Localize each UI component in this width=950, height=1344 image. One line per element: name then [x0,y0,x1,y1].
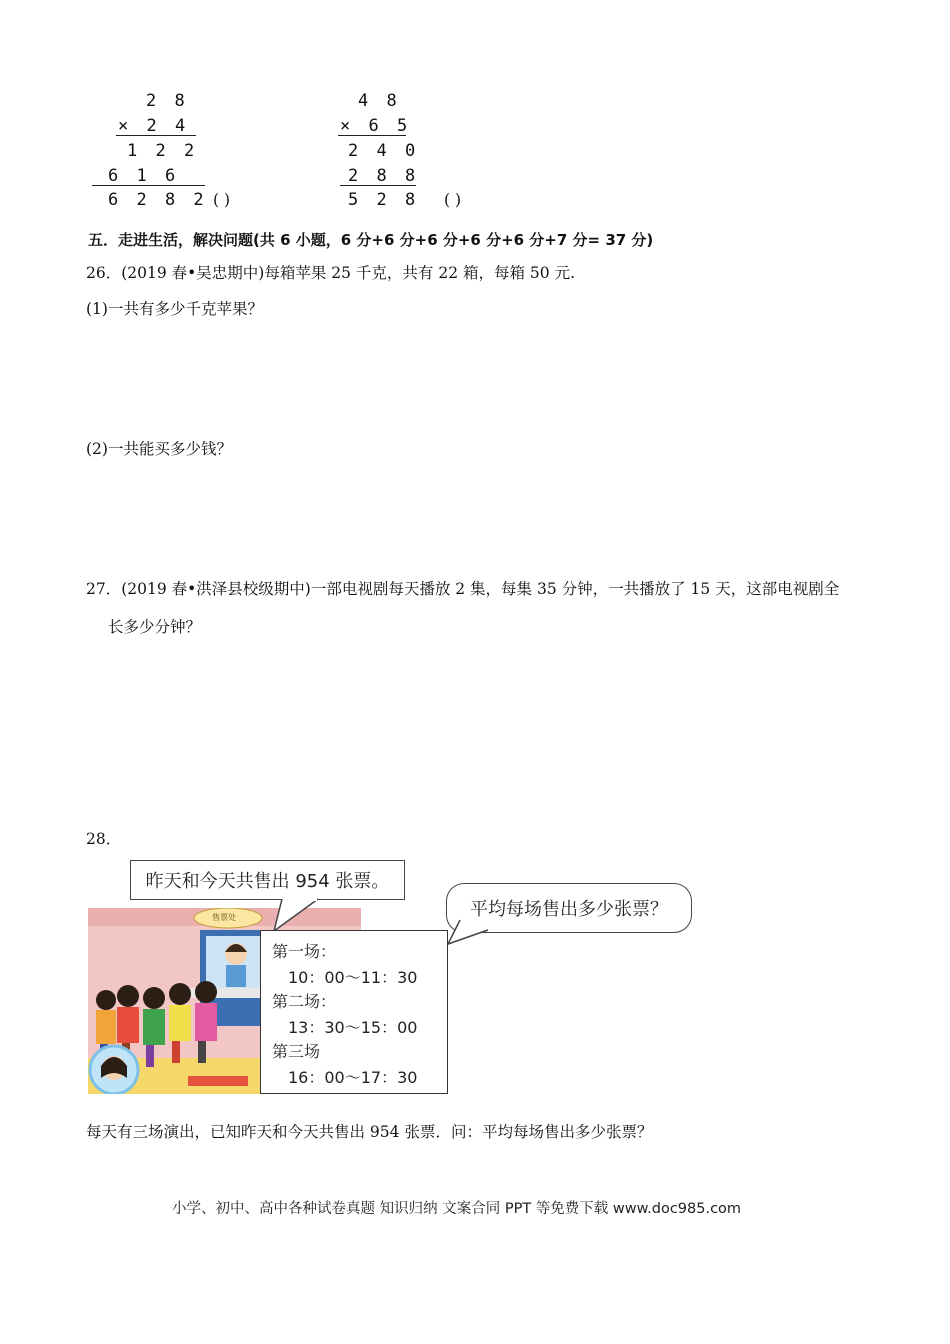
q26-stem: 26．(2019 春•吴忠期中)每箱苹果 25 千克，共有 22 箱，每箱 50 元. [86,264,575,282]
q28-question: 每天有三场演出，已知昨天和今天共售出 954 张票．问：平均每场售出多少张票？ [86,1123,653,1141]
calc2-multiplicand: 4 8 [358,91,401,111]
calc2-multiplier: × 6 5 [340,116,412,136]
ticket-sign: 售票处 [212,913,236,922]
speech-bubble-left-text: 昨天和今天共售出 954 张票。 [145,871,390,892]
q26-part1: (1)一共有多少千克苹果？ [86,300,263,318]
calc2-partial-2: 2 8 8 [348,166,420,186]
schedule-time-1: 10：00～11：30 [288,968,418,987]
speech-bubble-right-text: 平均每场售出多少张票？ [470,899,668,920]
calc1-partial-2: 6 1 6 [108,166,180,186]
speech-bubble-left [130,860,405,900]
q27-line1: 27．(2019 春•洪泽县校级期中)一部电视剧每天播放 2 集，每集 35 分钟，一共播放了 15 天，这部电视剧全 [86,580,840,598]
calc1-answer-paren[interactable]: ( ) [213,191,231,209]
section-heading: 五．走进生活，解决问题(共 6 小题，6 分+6 分+6 分+6 分+6 分+7 分= 37 分) [88,231,654,249]
calc2-result: 5 2 8 [348,190,420,210]
q28-number: 28． [86,830,122,848]
schedule-box [260,930,448,1094]
calc1-multiplier: × 2 4 [118,116,190,136]
calc1-rule-2 [92,185,205,186]
schedule-label-3: 第三场 [272,1042,321,1061]
schedule-time-3: 16：00～17：30 [288,1068,418,1087]
speech-bubble-left-tail [270,898,340,932]
footer-text: 小学、初中、高中各种试卷真题 知识归纳 文案合同 PPT 等免费下载 www.doc985.com [172,1201,742,1217]
calc2-rule-2 [340,185,416,186]
calc1-partial-1: 1 2 2 [127,141,199,161]
calc2-partial-1: 2 4 0 [348,141,420,161]
calc1-rule-1 [116,135,196,136]
q26-part2: (2)一共能买多少钱？ [86,440,232,458]
speech-bubble-right-tail [446,918,506,946]
q27-line2: 长多少分钟？ [108,618,202,636]
calc2-rule-1 [338,135,406,136]
calc2-answer-paren[interactable]: ( ) [444,191,462,209]
schedule-label-2: 第二场： [272,992,337,1011]
schedule-label-1: 第一场： [272,942,337,961]
calc1-result: 6 2 8 2 [108,190,208,210]
calc1-multiplicand: 2 8 [146,91,189,111]
schedule-time-2: 13：30～15：00 [288,1018,418,1037]
